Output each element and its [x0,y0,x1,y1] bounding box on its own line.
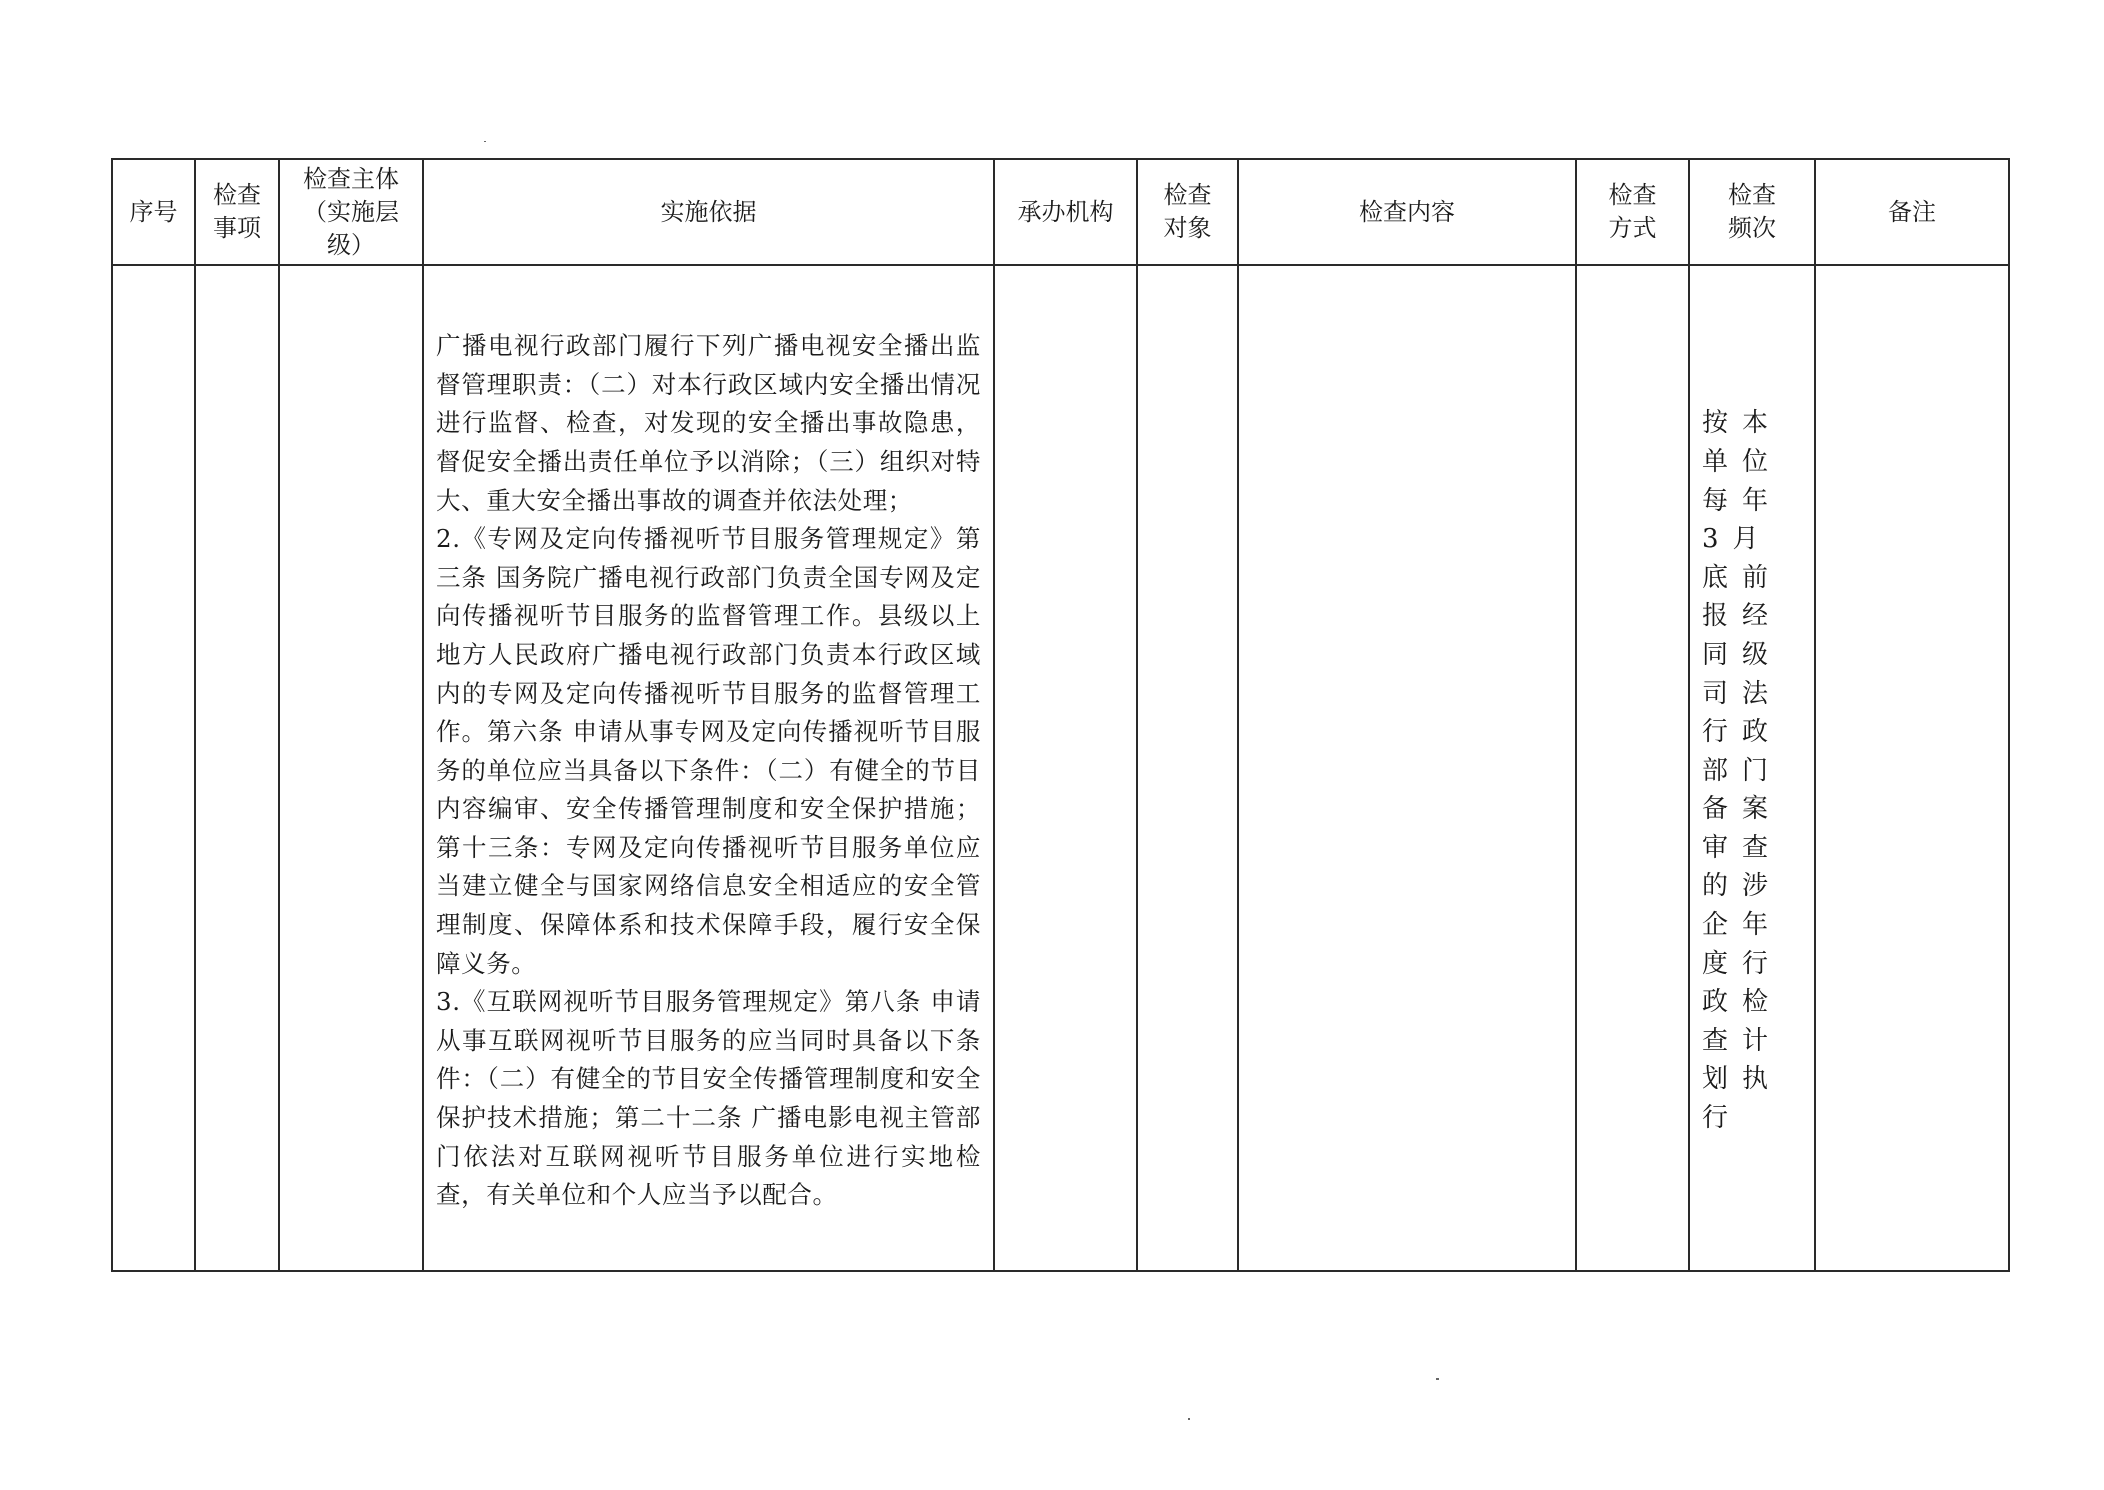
basis-paragraph-3: 3.《互联网视听节目服务管理规定》第八条 申请从事互联网视听节目服务的应当同时具备以下条件：（二）有健全的节目安全传播管理制度和安全保护技术措施；第二十二条 广播电影电视主管部门依法对互联网视听节目服务单位进行实地检查，有关单位和个人应当予以配合。 [436,987,981,1210]
header-method: 检查 方式 [1576,159,1689,265]
cell-item [195,265,279,1271]
basis-paragraph-1: 广播电视行政部门履行下列广播电视安全播出监督管理职责：（二）对本行政区域内安全播出情况进行监督、检查，对发现的安全播出事故隐患，督促安全播出责任单位予以消除；（三）组织对特大、重大安全播出事故的调查并依法处理； [436,331,981,515]
frequency-text: 按本单位每年3月底前报经同级司法行政部门备案审查的涉企年度行政检查计划执行 [1702,408,1783,1134]
scan-speck [1188,1418,1190,1420]
inspection-table [111,158,2010,1272]
header-subject: 检查主体 （实施层 级） [279,159,423,265]
cell-target [1137,265,1238,1271]
header-frequency: 检查 频次 [1689,159,1815,265]
header-content: 检查内容 [1238,159,1576,265]
cell-remarks [1815,265,2009,1271]
cell-seq [112,265,195,1271]
cell-content [1238,265,1576,1271]
header-target: 检查 对象 [1137,159,1238,265]
header-row [112,159,2009,265]
cell-subject [279,265,423,1271]
header-basis: 实施依据 [423,159,994,265]
scan-speck [484,141,486,142]
table-row [112,265,2009,1271]
header-item: 检查 事项 [195,159,279,265]
header-agency: 承办机构 [994,159,1137,265]
cell-agency [994,265,1137,1271]
cell-frequency [1689,265,1815,1271]
basis-paragraph-2: 2.《专网及定向传播视听节目服务管理规定》第三条 国务院广播电视行政部门负责全国专网及定向传播视听节目服务的监督管理工作。县级以上地方人民政府广播电视行政部门负责本行政区域内的专网及定向传播视听节目服务的监督管理工作。第六条 申请从事专网及定向传播视听节目服务的单位应当具备以下条件：（二）有健全的节目内容编审、安全传播管理制度和安全保护措施；第十三条：专网及定向传播视听节目服务单位应当建立健全与国家网络信息安全相适应的安全管理制度、保障体系和技术保障手段，履行安全保障义务。 [436,524,981,978]
header-seq: 序号 [112,159,195,265]
cell-method [1576,265,1689,1271]
cell-basis [423,265,994,1271]
scan-speck [1436,1378,1439,1380]
header-remarks: 备注 [1815,159,2009,265]
